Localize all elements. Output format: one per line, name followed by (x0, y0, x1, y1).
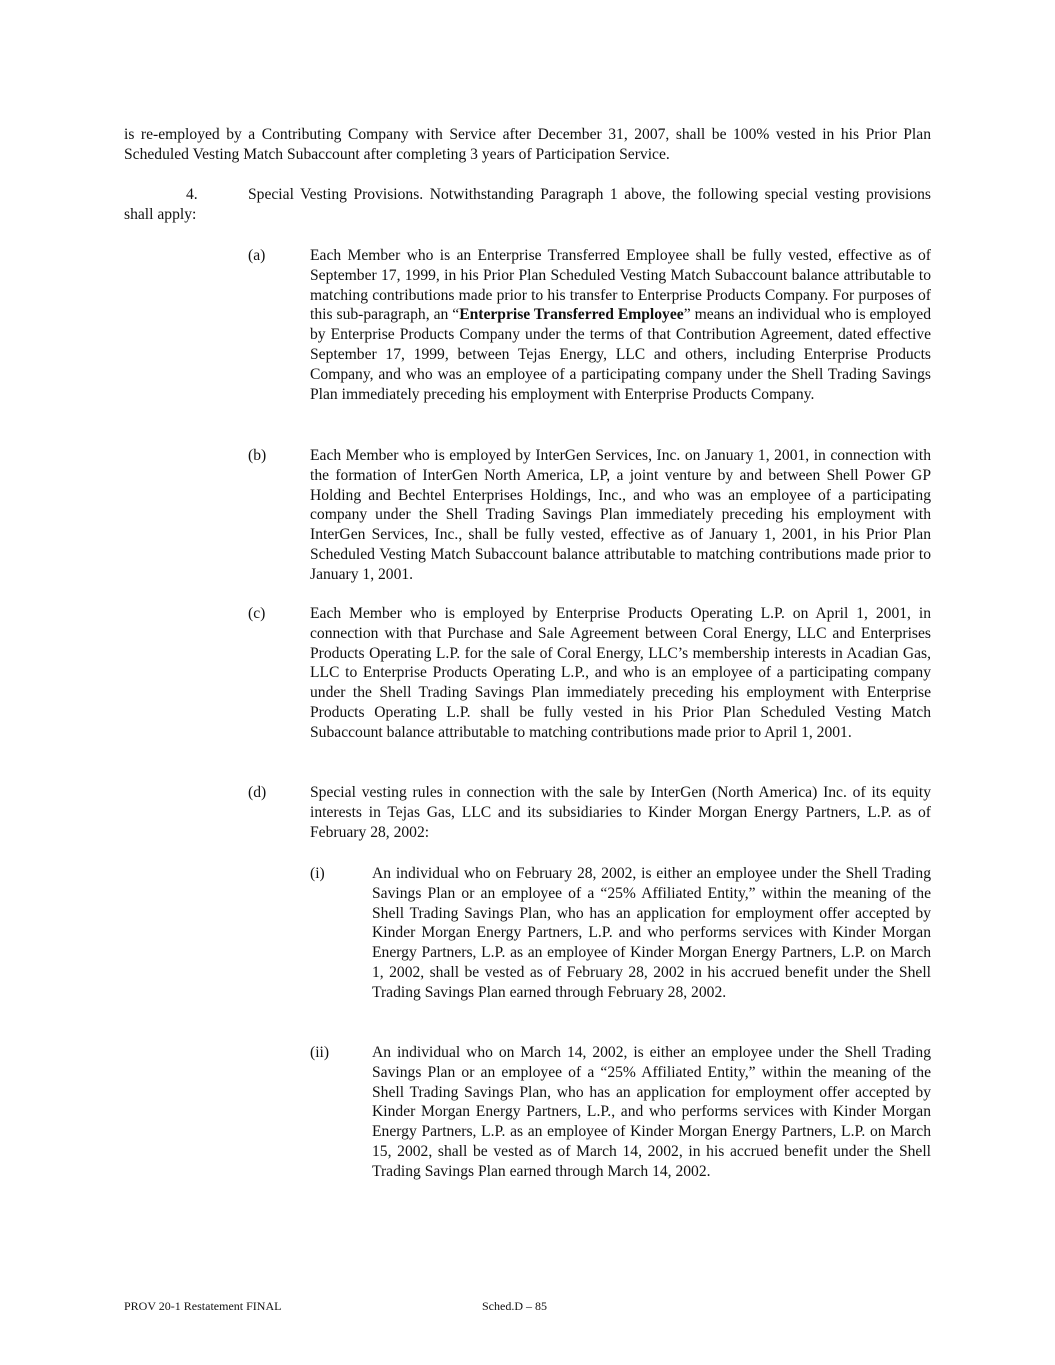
footer-document-id: PROV 20-1 Restatement FINAL (124, 1299, 282, 1313)
subparagraph-a-text-after: ” means an individual who is employed by Enterprise Products Company under the terms of that Contribution Agreement, dated effective September 17, 1999, between Tejas Energy, LLC and others, including Enterprise Products Company, and who was an employee of a participating company under the Shell Trading Savings Plan immediately preceding his employment with Enterprise Products Company. (310, 306, 931, 403)
subparagraph-a-text (310, 246, 931, 404)
subparagraph-a-text-before: Each Member who is an Enterprise Transferred Employee shall be fully vested, effective as of September 17, 1999, in his Prior Plan Scheduled Vesting Match Subaccount balance attributable to matching contributions made prior to his transfer to Enterprise Products Company. For purposes of this sub-paragraph, an “ (310, 247, 931, 324)
clause-ii-text: An individual who on March 14, 2002, is either an employee under the Shell Trading Savings Plan or an employee of a “25% Affiliated Entity,” within the meaning of the Shell Trading Savings Plan, who has an application for employment offer accepted by Kinder Morgan Energy Partners, L.P., and who performs services with Kinder Morgan Energy Partners, L.P. as an employee of Kinder Morgan Energy Partners, L.P. on March 15, 2002, shall be vested as of March 14, 2002, in his accrued benefit under the Shell Trading Savings Plan earned through March 14, 2002. (372, 1044, 931, 1180)
defined-term-enterprise-transferred-employee: Enterprise Transferred Employee (459, 306, 684, 324)
section-4-number: 4. (186, 186, 198, 203)
clause-i-text: An individual who on February 28, 2002, is either an employee under the Shell Trading Savings Plan or an employee of a “25% Affiliated Entity,” within the meaning of the Shell Trading Savings Plan, who has an application for employment offer accepted by Kinder Morgan Energy Partners, L.P. and who performs services with Kinder Morgan Energy Partners, L.P. as an employee of Kinder Morgan Energy Partners, L.P. on March 1, 2002, shall be vested as of February 28, 2002 in his accrued benefit under the Shell Trading Savings Plan earned through February 28, 2002. (372, 865, 931, 1001)
section-4-text: Special Vesting Provisions. Notwithstanding Paragraph 1 above, the following special vesting provisions shall apply: (124, 186, 931, 223)
subparagraph-b-text: Each Member who is employed by InterGen Services, Inc. on January 1, 2001, in connection with the formation of InterGen North America, LP, a joint venture by and between Shell Power GP Holding and Bechtel Enterprises Holdings, Inc., and who was an employee of a participating company under the Shell Trading Savings Plan immediately preceding his employment with InterGen Services, Inc., shall be fully vested, effective as of January 1, 2001, in his Prior Plan Scheduled Vesting Match Subaccount balance attributable to matching contributions made prior to January 1, 2001. (310, 447, 931, 583)
footer-page-number: Sched.D – 85 (482, 1299, 547, 1313)
subparagraph-a-label: (a) (248, 247, 266, 264)
clause-ii-label: (ii) (310, 1044, 330, 1061)
subparagraph-d-text: Special vesting rules in connection with the sale by InterGen (North America) Inc. of its equity interests in Tejas Gas, LLC and its subsidiaries to Kinder Morgan Energy Partners, L.P. as of February 28, 2002: (310, 784, 931, 841)
subparagraph-c-text: Each Member who is employed by Enterprise Products Operating L.P. on April 1, 2001, in connection with that Purchase and Sale Agreement between Coral Energy, LLC and Enterprises Products Operating L.P. for the sale of Coral Energy, LLC’s membership interests in Acadian Gas, LLC to Enterprise Products Operating L.P., and who is an employee of a participating company under the Shell Trading Savings Plan immediately preceding his employment with Enterprise Products Operating L.P. shall be fully vested in his Prior Plan Scheduled Vesting Match Subaccount balance attributable to matching contributions made prior to April 1, 2001. (310, 605, 931, 741)
clause-i-label: (i) (310, 865, 325, 882)
subparagraph-c-label: (c) (248, 605, 266, 622)
subparagraph-d-label: (d) (248, 784, 267, 801)
subparagraph-b-label: (b) (248, 447, 267, 464)
intro-paragraph: is re-employed by a Contributing Company with Service after December 31, 2007, shall be 100% vested in his Prior Plan Scheduled Vesting Match Subaccount after completing 3 years of Participation Service. (124, 126, 931, 163)
section-4-paragraph (124, 185, 931, 225)
